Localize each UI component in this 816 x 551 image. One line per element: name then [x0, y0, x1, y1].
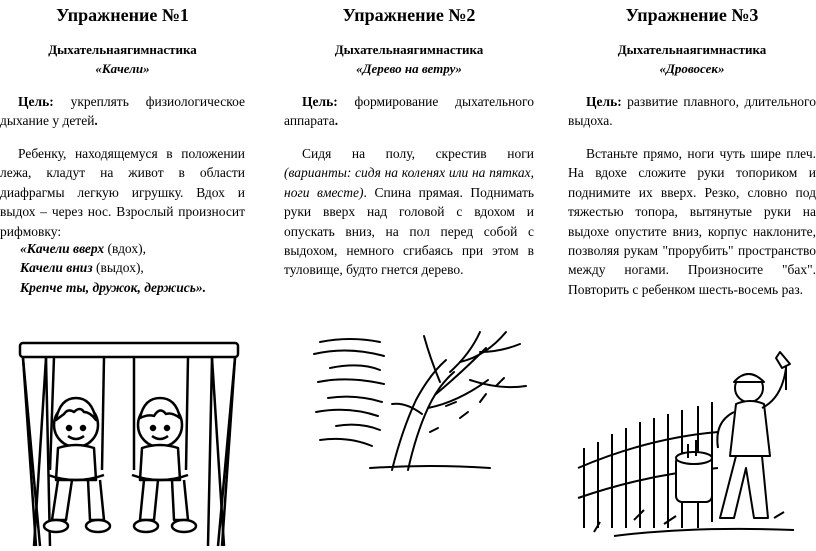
exercise-3-goal — [568, 92, 816, 131]
goal-label: Цель: — [18, 94, 54, 109]
exercise-3-category: Дыхательнаягимнастика — [617, 42, 767, 57]
rhyme-line: «Качели вверх (вдох), — [20, 241, 146, 256]
exercise-2-title: Упражнение №2 — [342, 5, 476, 25]
exercise-3-title: Упражнение №3 — [625, 5, 759, 25]
exercise-1-column — [0, 0, 245, 551]
exercise-2-subtitle — [284, 40, 534, 78]
exercise-2-name: «Дерево на ветру» — [356, 61, 462, 76]
goal-label: Цель: — [302, 94, 338, 109]
swing-illustration — [18, 340, 240, 548]
exercise-3-description: Встаньте прямо, ноги чуть шире плеч. На вдохе сложите руки топориком и поднимите их вверх. Резко, словно под тяжестью топора, вытянутые руки на выдохе опустите вниз, корпус наклоните, позволяя рукам "прорубить" пространство между ногами. Произносите "бах". Повторить с ребенком шесть-восемь раз. — [568, 146, 816, 297]
exercise-1-rhyme — [20, 239, 206, 297]
exercise-1-subtitle — [0, 40, 245, 78]
exercise-2-goal — [284, 92, 534, 131]
exercise-2-column — [284, 0, 534, 551]
goal-text: формирование дыхательного аппарата — [284, 94, 534, 129]
exercise-1-title: Упражнение №1 — [56, 5, 189, 25]
exercise-3-subtitle — [568, 40, 816, 78]
goal-text: укреплять физиологическое дыхание у детей — [0, 94, 245, 129]
exercise-1-category: Дыхательнаягимнастика — [48, 42, 197, 57]
goal-end: . — [94, 113, 98, 129]
goal-text: развитие плавного, длительного выдоха. — [568, 94, 816, 129]
exercise-1-description: Ребенку, находящемуся в положении лежа, кладут на живот в области диафрагмы легкую игрушку. Вдох и выдох – через нос. Взрослый произносит рифмовку: — [0, 146, 245, 239]
goal-label: Цель: — [586, 94, 622, 109]
goal-end: . — [334, 113, 339, 129]
woodcutter-illustration — [574, 348, 814, 548]
rhyme-line: Качели вниз (выдох), — [20, 260, 144, 276]
tree-in-wind-illustration — [310, 322, 540, 472]
exercise-2-category: Дыхательнаягимнастика — [334, 42, 484, 57]
exercise-3-name: «Дровосек» — [659, 61, 725, 76]
exercise-3-column — [568, 0, 816, 551]
exercise-2-description: Сидя на полу, скрестив ноги (варианты: сидя на коленях или на пятках, ноги вместе). Спина прямая. Поднимать руки вверх над головой с вдохом и опускать вниз, на пол перед собой с выдохом, немного сгибаясь при этом в туловище, будто гнется дерево. — [284, 146, 534, 278]
exercise-1-name: «Качели» — [95, 61, 150, 76]
exercise-1-goal — [0, 92, 245, 131]
rhyme-line: Крепче ты, дружок, держись». — [20, 279, 207, 295]
